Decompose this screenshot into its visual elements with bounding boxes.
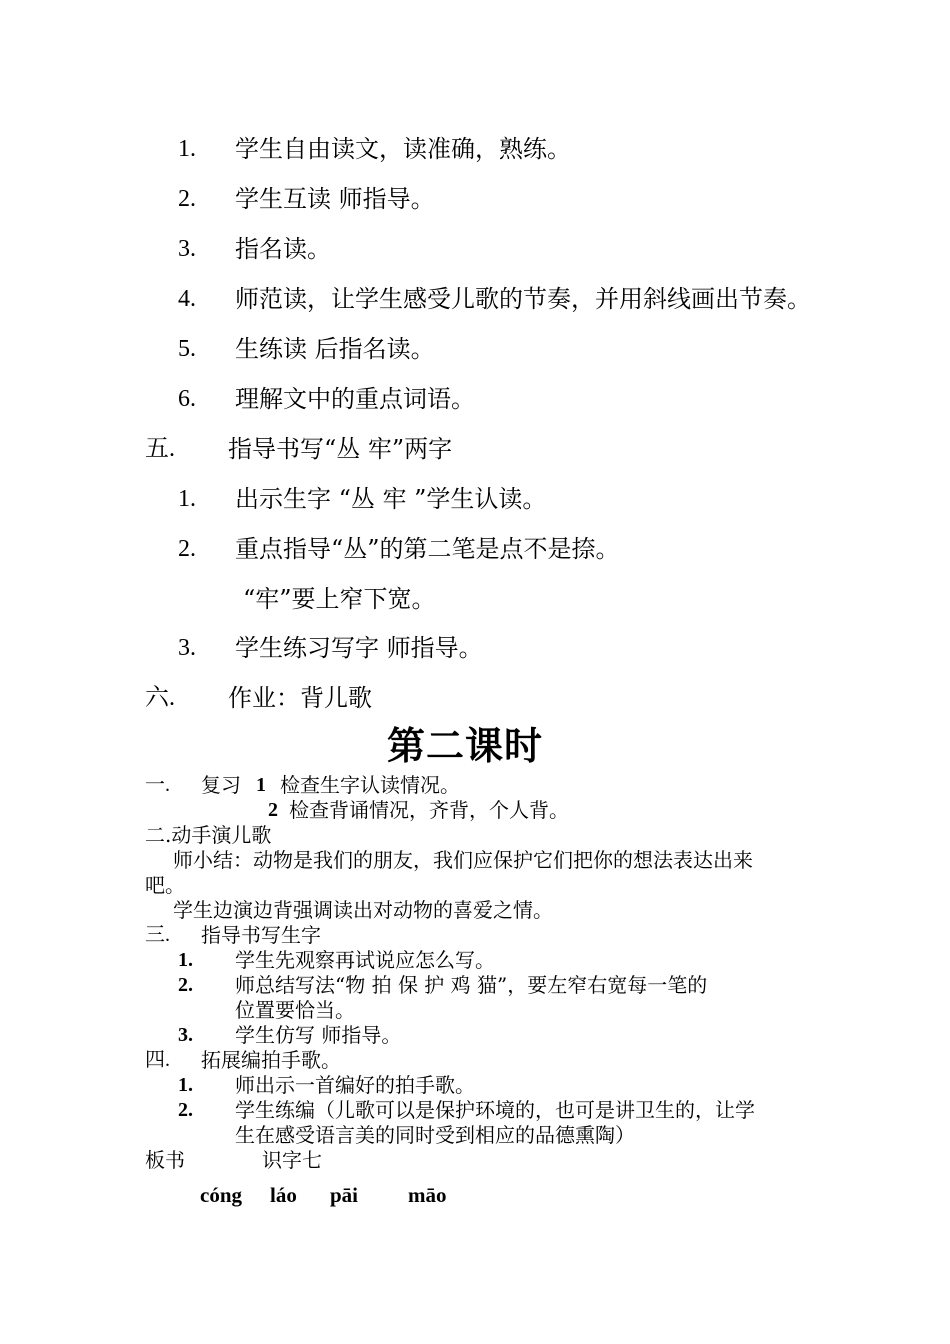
list-number: 1. xyxy=(178,136,196,162)
lesson-title: 第二课时 xyxy=(386,723,543,768)
section-heading: 指导书写“丛 牢”两字 xyxy=(228,435,453,463)
list-item-text: 学生练习写字 师指导。 xyxy=(235,634,483,662)
performance-paragraph: 学生边演边背强调读出对动物的喜爱之情。 xyxy=(173,898,553,922)
list-item-text: 指名读。 xyxy=(235,235,331,263)
pinyin-pai: pāi xyxy=(330,1183,359,1207)
list-number: 3. xyxy=(178,1024,193,1046)
review-number: 2 xyxy=(268,799,278,821)
board-title: 识字七 xyxy=(262,1148,322,1172)
list-item-text: 学生先观察再试说应怎么写。 xyxy=(235,948,495,972)
list-number: 1. xyxy=(178,1074,193,1096)
list-item-text: 师总结写法“物 拍 保 护 鸡 猫”，要左窄右宽每一笔的 xyxy=(235,973,708,997)
board-label: 板书 xyxy=(145,1148,185,1172)
list-number: 2. xyxy=(178,536,196,562)
list-item-text: 师范读，让学生感受儿歌的节奏，并用斜线画出节奏。 xyxy=(235,285,811,313)
list-item-text: 学生练编（儿歌可以是保护环境的，也可是讲卫生的，让学 xyxy=(235,1098,755,1122)
list-item-text: 理解文中的重点词语。 xyxy=(235,385,475,413)
list-item-text: 师出示一首编好的拍手歌。 xyxy=(235,1073,475,1097)
list-number: 5. xyxy=(178,336,196,362)
list-number: 2. xyxy=(178,1099,193,1121)
section-number: 三. xyxy=(145,924,170,946)
summary-paragraph: 师小结：动物是我们的朋友，我们应保护它们把你的想法表达出来 xyxy=(173,848,753,872)
list-item-continuation: 位置要恰当。 xyxy=(235,998,355,1022)
list-item-text: 学生仿写 师指导。 xyxy=(235,1023,402,1047)
list-item-text: 学生自由读文，读准确，熟练。 xyxy=(235,135,571,163)
section-heading: 作业：背儿歌 xyxy=(228,684,372,712)
list-item-text: 生练读 后指名读。 xyxy=(235,335,435,363)
review-number: 1 xyxy=(256,774,266,796)
review-text: 检查生字认读情况。 xyxy=(280,773,460,797)
list-number: 6. xyxy=(178,386,196,412)
pinyin-cong: cóng xyxy=(200,1183,242,1207)
pinyin-lao: láo xyxy=(270,1183,297,1207)
list-number: 3. xyxy=(178,635,196,661)
list-number: 4. xyxy=(178,286,196,312)
list-number: 1. xyxy=(178,949,193,971)
list-number: 2. xyxy=(178,974,193,996)
list-item-text: 重点指导“丛”的第二笔是点不是捺。 xyxy=(235,535,620,563)
summary-paragraph-continuation: 吧。 xyxy=(145,873,185,897)
review-text: 检查背诵情况，齐背，个人背。 xyxy=(289,798,569,822)
pinyin-mao: māo xyxy=(408,1183,447,1207)
list-number: 1. xyxy=(178,486,196,512)
section-number: 五. xyxy=(145,436,175,462)
section-heading: 二.动手演儿歌 xyxy=(145,823,272,847)
section-number: 一. xyxy=(145,774,170,796)
list-item-continuation: “牢”要上窄下宽。 xyxy=(243,585,436,613)
section-number: 四. xyxy=(145,1049,170,1071)
list-item-continuation: 生在感受语言美的同时受到相应的品德熏陶） xyxy=(235,1123,635,1147)
section-heading: 拓展编拍手歌。 xyxy=(201,1048,341,1072)
list-number: 3. xyxy=(178,236,196,262)
list-item-text: 学生互读 师指导。 xyxy=(235,185,435,213)
list-number: 2. xyxy=(178,186,196,212)
section-number: 六. xyxy=(145,685,175,711)
review-label: 复习 xyxy=(201,773,241,797)
list-item-text: 出示生字 “丛 牢 ”学生认读。 xyxy=(235,485,547,513)
section-heading: 指导书写生字 xyxy=(201,923,321,947)
